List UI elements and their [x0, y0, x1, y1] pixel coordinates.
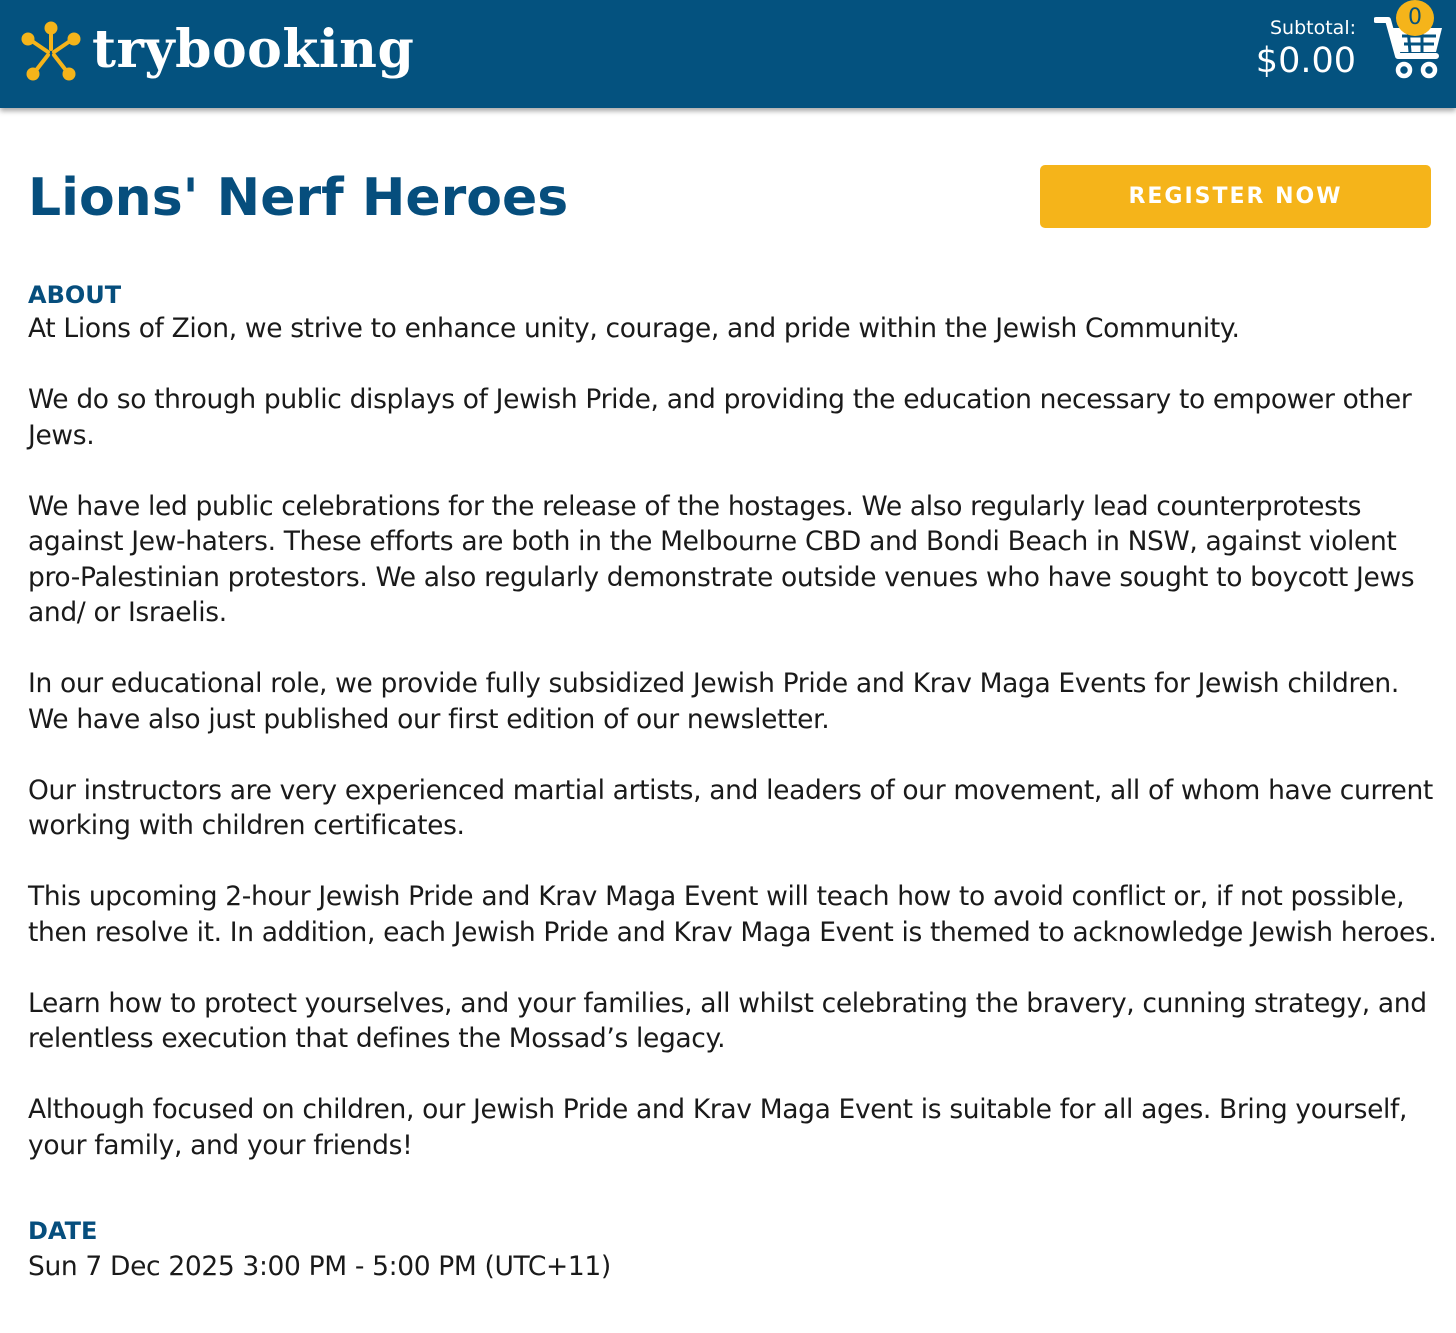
cart-count-badge: 0 [1396, 0, 1434, 36]
register-now-button[interactable]: REGISTER NOW [1040, 165, 1431, 228]
about-paragraph: This upcoming 2-hour Jewish Pride and Krav Maga Event will teach how to avoid conflict or, if not possible, then resolve it. In addition, each Jewish Pride and Krav Maga Event is themed to acknowledge Jewish heroes. [28, 881, 1437, 948]
about-paragraph: We have led public celebrations for the release of the hostages. We also regularly lead counterprotests against Jew-haters. These efforts are both in the Melbourne CBD and Bondi Beach in NSW, against violent pro-Palestinian protestors. We also regularly demonstrate outside venues who have sought to boycott Jews and/ or Israelis. [28, 490, 1415, 628]
trybooking-logo[interactable] [18, 12, 414, 92]
about-heading: ABOUT [28, 281, 122, 309]
trybooking-logo-icon [18, 19, 84, 85]
about-paragraph: Learn how to protect yourselves, and your families, all whilst celebrating the bravery, cunning strategy, and relentless execution that defines the Mossad’s legacy. [28, 987, 1427, 1054]
event-date: Sun 7 Dec 2025 3:00 PM - 5:00 PM (UTC+11) [28, 1251, 611, 1282]
about-paragraph: We do so through public displays of Jewish Pride, and providing the education necessary to empower other Jews. [28, 384, 1412, 451]
event-title: Lions' Nerf Heroes [28, 168, 569, 228]
about-paragraph: Although focused on children, our Jewish Pride and Krav Maga Event is suitable for all ages. Bring yourself, your family, and your friends! [28, 1094, 1408, 1161]
date-heading: DATE [28, 1217, 98, 1245]
subtotal-label: Subtotal: [1269, 17, 1356, 39]
about-paragraph: At Lions of Zion, we strive to enhance unity, courage, and pride within the Jewish Community. [28, 313, 1240, 344]
top-bar [0, 0, 1456, 108]
cart-subtotal[interactable] [1256, 16, 1356, 82]
about-text [28, 311, 1438, 1163]
date-section [28, 1215, 1438, 1285]
brand-name: trybooking [92, 19, 415, 80]
subtotal-value: $0.00 [1255, 41, 1356, 81]
about-paragraph: In our educational role, we provide fully subsidized Jewish Pride and Krav Maga Events for Jewish children. We have also just published our first edition of our newsletter. [28, 668, 1399, 735]
about-section [28, 279, 1438, 1163]
event-details [28, 279, 1438, 1285]
about-paragraph: Our instructors are very experienced martial artists, and leaders of our movement, all of whom have current working with children certificates. [28, 774, 1433, 841]
